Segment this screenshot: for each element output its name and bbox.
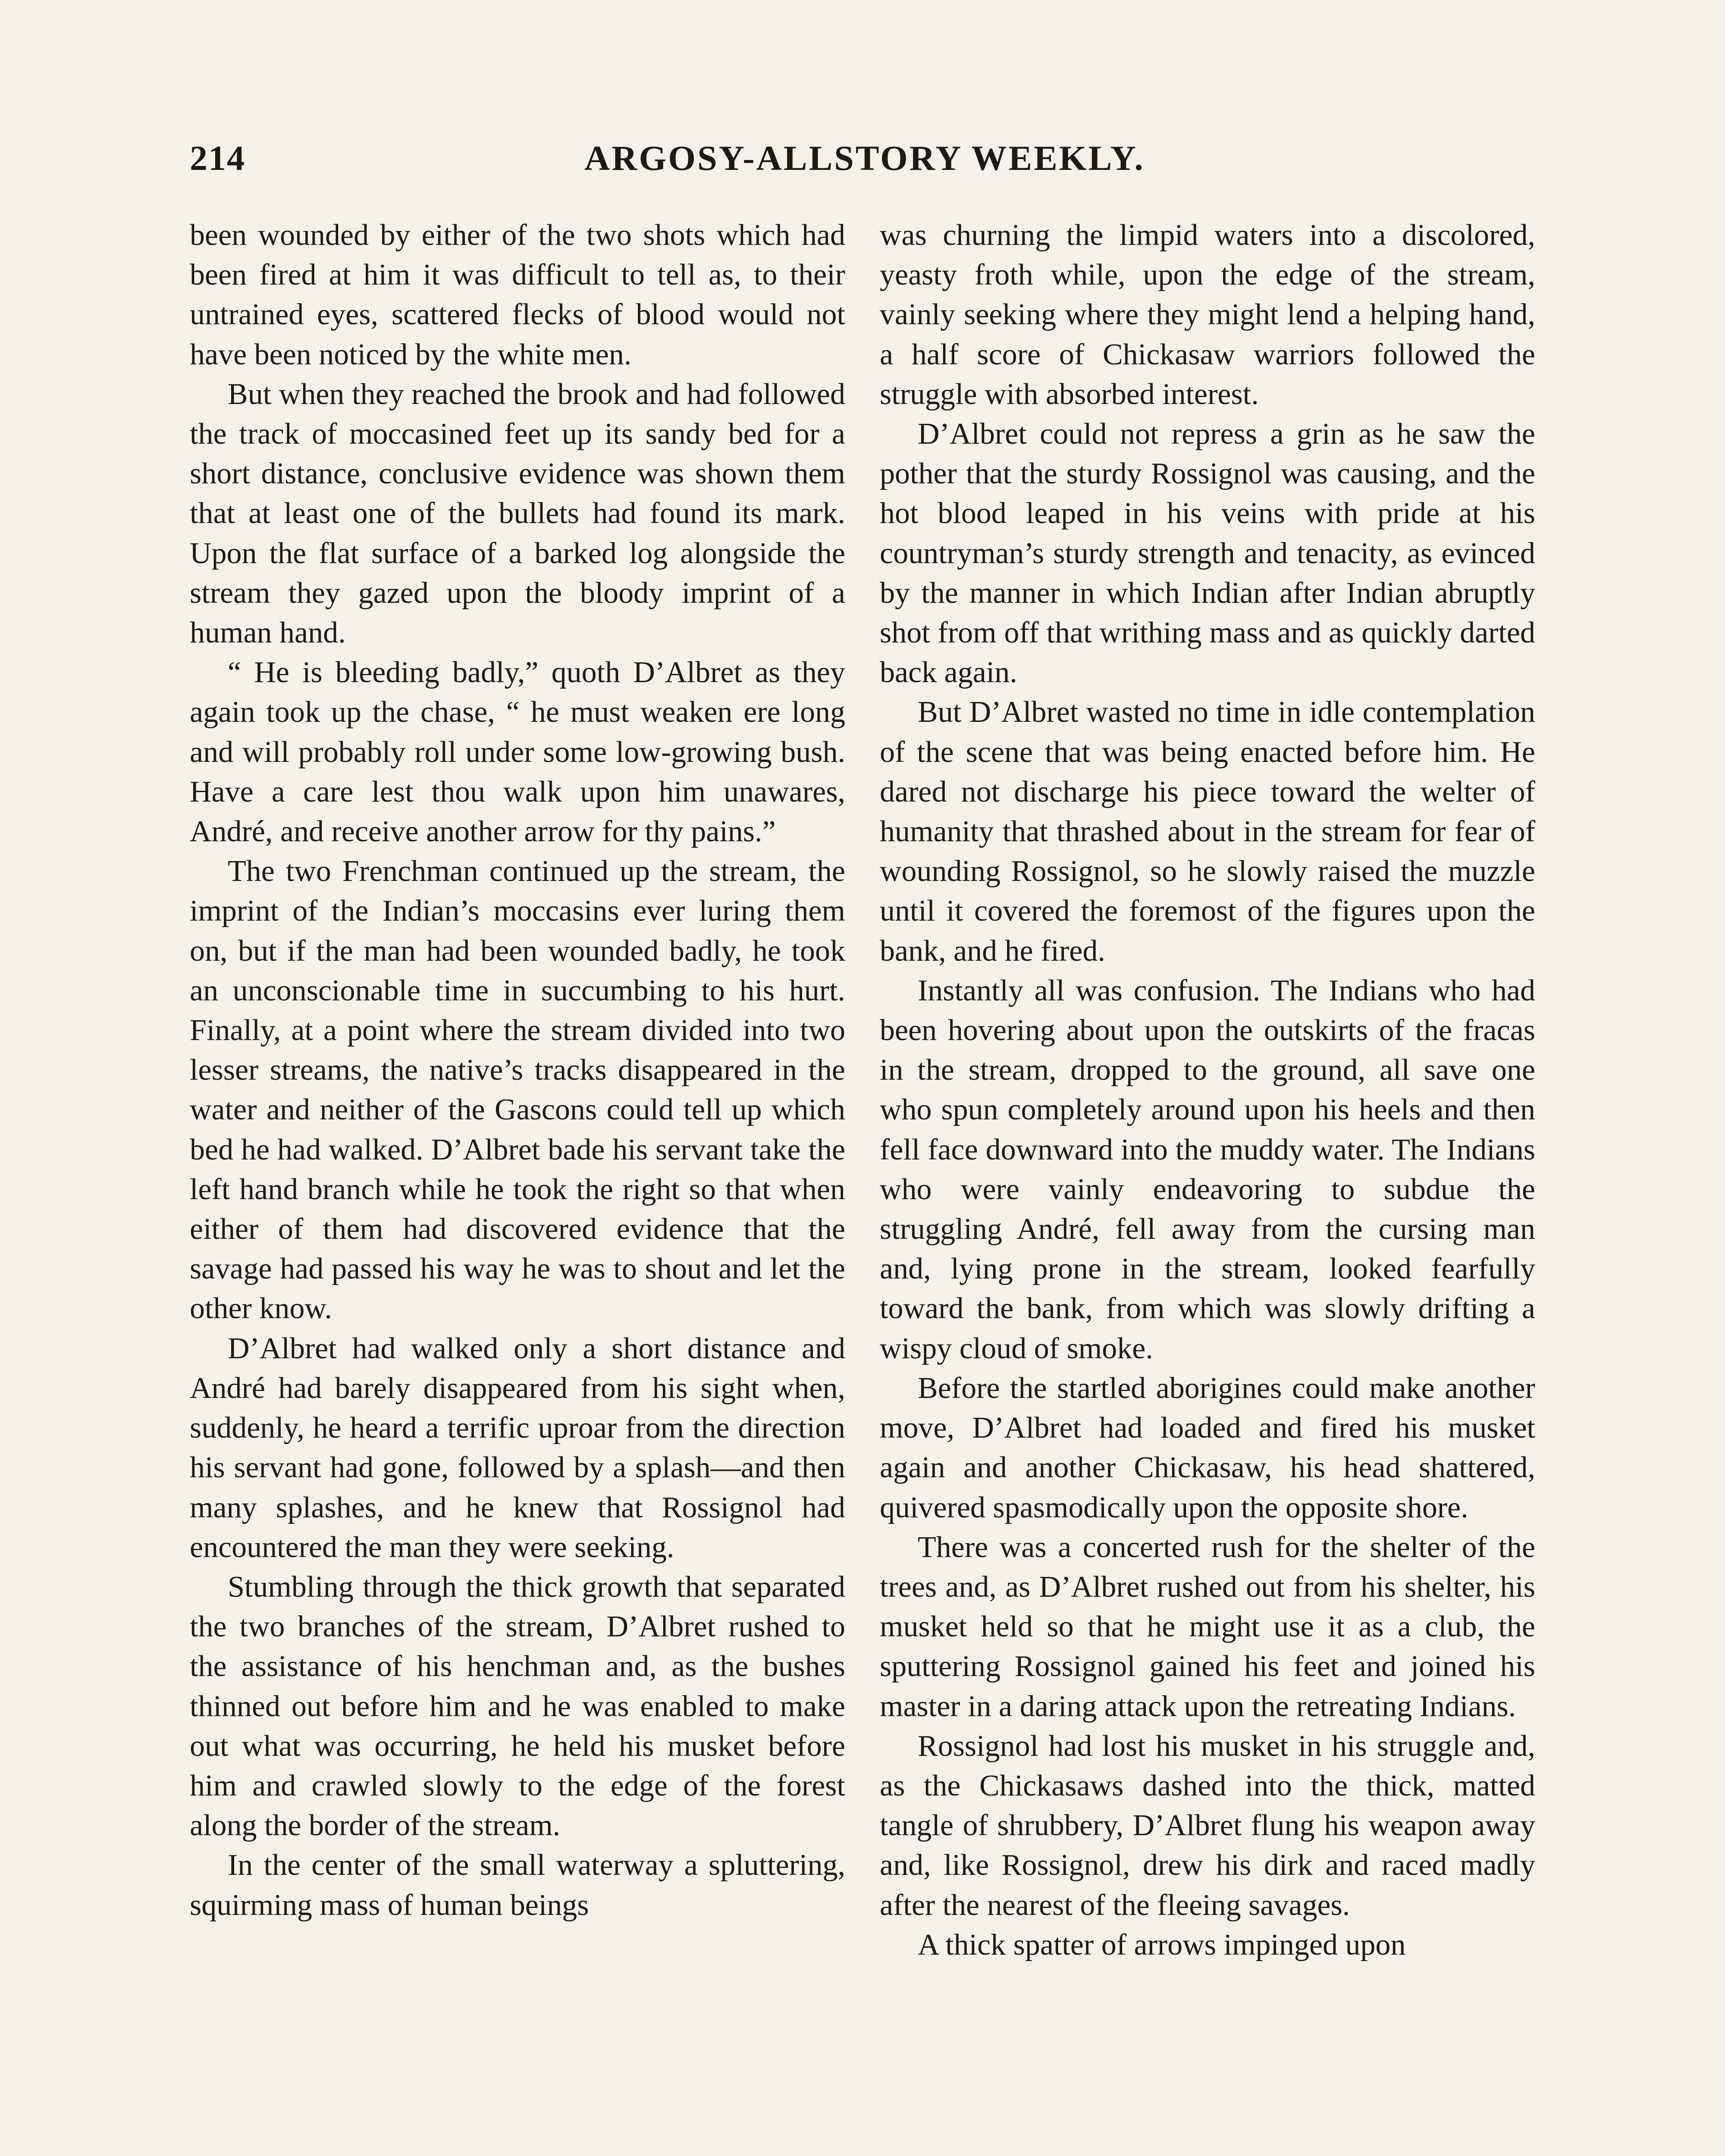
paragraph: In the center of the small waterway a spluttering, squirming mass of human beings (190, 1849, 845, 1922)
right-column (880, 216, 1535, 1965)
running-title: ARGOSY-ALLSTORY WEEKLY. (584, 138, 1145, 178)
paragraph: Stumbling through the thick growth that separated the two branches of the stream, D’Albret rushed to the assistance of his henchman and, as the bushes thinned out before him and he was enabled to make out what was occurring, he held his musket before him and crawled slowly to the edge of the forest along the border of the stream. (190, 1570, 845, 1843)
left-column (190, 216, 845, 1925)
paragraph: been wounded by either of the two shots which had been fired at him it was difficult to tell as, to their untrained eyes, scattered flecks of blood would not have been noticed by the white men. (190, 219, 845, 371)
paragraph: The two Frenchman continued up the stream, the imprint of the Indian’s moccasins ever luring them on, but if the man had been wounded badly, he took an unconscionable time in succumbing to his hurt. Finally, at a point where the stream divided into two lesser streams, the native’s tracks disappeared in the water and neither of the Gascons could tell up which bed he had walked. D’Albret bade his servant take the left hand branch while he took the right so that when either of them had discovered evidence that the savage had passed his way he was to shout and let the other know. (190, 855, 845, 1326)
page-number: 214 (190, 138, 245, 178)
paragraph: Rossignol had lost his musket in his struggle and, as the Chickasaws dashed into the thick, matted tangle of shrubbery, D’Albret flung his weapon away and, like Rossignol, drew his dirk and raced madly after the nearest of the fleeing savages. (880, 1729, 1535, 1922)
paragraph: D’Albret could not repress a grin as he saw the pother that the sturdy Rossignol was causing, and the hot blood leaped in his veins with pride at his countryman’s sturdy strength and tenacity, as evinced by the manner in which Indian after Indian abruptly shot from off that writhing mass and as quickly darted back again. (880, 417, 1535, 689)
paragraph: There was a concerted rush for the shelter of the trees and, as D’Albret rushed out from his shelter, his musket held so that he might use it as a club, the sputtering Rossignol gained his feet and joined his master in a daring attack upon the retreating Indians. (880, 1530, 1535, 1723)
paragraph: D’Albret had walked only a short distance and André had barely disappeared from his sight when, suddenly, he heard a terrific uproar from the direction his servant had gone, followed by a splash—and then many splashes, and he knew that Rossignol had encountered the man they were seeking. (190, 1332, 845, 1564)
paragraph: But when they reached the brook and had followed the track of moccasined feet up its sandy bed for a short distance, conclusive evidence was shown them that at least one of the bullets had found its mark. Upon the flat surface of a barked log alongside the stream they gazed upon the bloody imprint of a human hand. (190, 377, 845, 650)
paragraph: Before the startled aborigines could make another move, D’Albret had loaded and fired his musket again and another Chickasaw, his head shattered, quivered spasmodically upon the opposite shore. (880, 1371, 1535, 1524)
paragraph: But D’Albret wasted no time in idle contemplation of the scene that was being enacted before him. He dared not discharge his piece toward the welter of humanity that thrashed about in the stream for fear of wounding Rossignol, so he slowly raised the muzzle until it covered the foremost of the figures upon the bank, and he fired. (880, 696, 1535, 968)
paragraph: “ He is bleeding badly,” quoth D’Albret as they again took up the chase, “ he must weaken ere long and will probably roll under some low-growing bush. Have a care lest thou walk upon him unawares, André, and receive another arrow for thy pains.” (190, 656, 845, 849)
page-header (190, 138, 1540, 190)
paragraph: A thick spatter of arrows impinged upon (918, 1928, 1406, 1962)
paragraph: was churning the limpid waters into a discolored, yeasty froth while, upon the edge of the stream, vainly seeking where they might lend a helping hand, a half score of Chickasaw warriors followed the struggle with absorbed interest. (880, 219, 1535, 411)
paragraph: Instantly all was confusion. The Indians who had been hovering about upon the outskirts of the fracas in the stream, dropped to the ground, all save one who spun completely around upon his heels and then fell face downward into the muddy water. The Indians who were vainly endeavoring to subdue the struggling André, fell away from the cursing man and, lying prone in the stream, looked fearfully toward the bank, from which was slowly drifting a wispy cloud of smoke. (880, 974, 1535, 1365)
